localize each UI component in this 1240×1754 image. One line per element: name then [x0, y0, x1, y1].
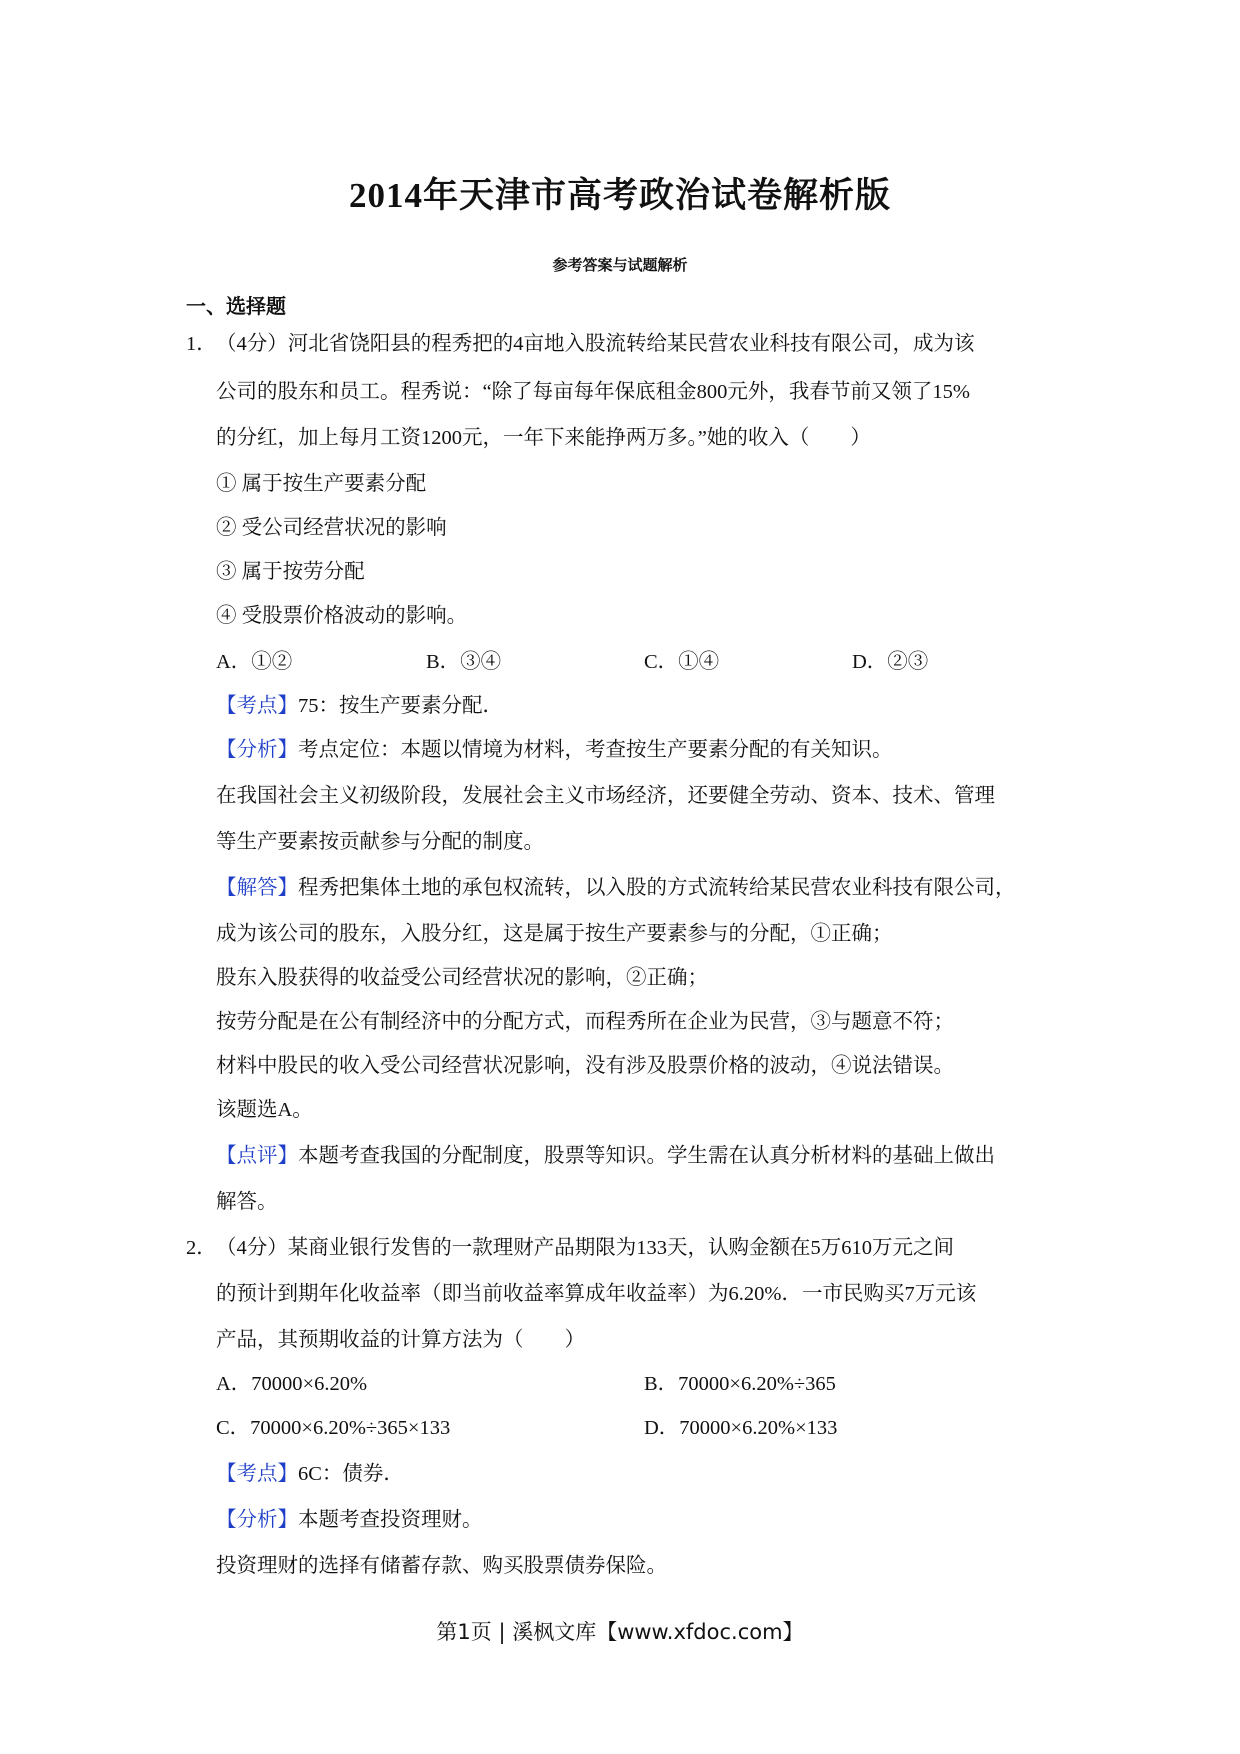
q1-dianping-line-2: 解答。 [216, 1191, 278, 1213]
q1-fenxi-tag: 【分析】 [216, 739, 298, 761]
q1-option-d: D．②③ [852, 651, 929, 673]
q1-option-a: A．①② [216, 651, 293, 673]
q1-statement-1: ① 属于按生产要素分配 [216, 473, 427, 495]
q1-jieda-line-4: 按劳分配是在公有制经济中的分配方式，而程秀所在企业为民营，③与题意不符； [216, 1011, 954, 1033]
q1-kaodian-text: 75：按生产要素分配． [298, 695, 503, 717]
q2-stem-line-2: 的预计到期年化收益率（即当前收益率算成年收益率）为6.20%．一市民购买7万元该 [216, 1283, 977, 1305]
q2-kaodian-tag: 【考点】 [216, 1463, 298, 1485]
q1-jieda-line-6: 该题选A。 [216, 1099, 313, 1121]
q2-number: 2． [186, 1237, 217, 1259]
q1-jieda-line-2: 成为该公司的股东，入股分红，这是属于按生产要素参与的分配，①正确； [216, 923, 893, 945]
document-subtitle: 参考答案与试题解析 [552, 258, 688, 274]
q1-kaodian [216, 692, 503, 720]
q2-fenxi [216, 1506, 483, 1534]
q1-kaodian-tag: 【考点】 [216, 695, 298, 717]
q2-stem-line-3: 产品，其预期收益的计算方法为（ ） [216, 1329, 585, 1351]
q1-option-b: B．③④ [426, 651, 502, 673]
q1-option-c: C．①④ [644, 651, 720, 673]
section-heading: 一、选择题 [186, 296, 286, 318]
q1-stem-line-1 [186, 330, 975, 358]
q2-kaodian [216, 1460, 404, 1488]
q1-fenxi-line-3: 等生产要素按贡献参与分配的制度。 [216, 831, 544, 853]
document-title: 2014年天津市高考政治试卷解析版 [348, 176, 891, 215]
q2-option-c: C．70000×6.20%÷365×133 [216, 1417, 451, 1439]
q1-stem-line-3: 的分红，加上每月工资1200元，一年下来能挣两万多。”她的收入（ ） [216, 427, 871, 449]
q1-fenxi-line-2: 在我国社会主义初级阶段，发展社会主义市场经济，还要健全劳动、资本、技术、管理 [216, 785, 995, 807]
q2-fenxi-text-1: 本题考查投资理财。 [298, 1509, 483, 1531]
q1-fenxi-text-1: 考点定位：本题以情境为材料，考查按生产要素分配的有关知识。 [298, 739, 893, 761]
q1-statement-3: ③ 属于按劳分配 [216, 561, 365, 583]
q2-option-d: D．70000×6.20%×133 [644, 1417, 838, 1439]
q1-jieda-line-3: 股东入股获得的收益受公司经营状况的影响，②正确； [216, 967, 708, 989]
q1-statement-4: ④ 受股票价格波动的影响。 [216, 605, 468, 627]
q1-stem-line-2: 公司的股东和员工。程秀说：“除了每亩每年保底租金800元外，我春节前又领了15% [216, 381, 970, 403]
q2-kaodian-text: 6C：债券． [298, 1463, 404, 1485]
q1-jieda-line-5: 材料中股民的收入受公司经营状况影响，没有涉及股票价格的波动，④说法错误。 [216, 1055, 954, 1077]
q1-number: 1． [186, 333, 217, 355]
page-footer: 第1页 | 溪枫文库【www.xfdoc.com】 [436, 1620, 804, 1644]
q2-fenxi-line-2: 投资理财的选择有储蓄存款、购买股票债券保险。 [216, 1555, 667, 1577]
q1-jieda-tag: 【解答】 [216, 877, 298, 899]
q2-stem-text-1: （4分）某商业银行发售的一款理财产品期限为133天，认购金额在5万610万元之间 [216, 1237, 954, 1259]
q1-fenxi [216, 736, 893, 764]
q1-jieda-text-1: 程秀把集体土地的承包权流转，以入股的方式流转给某民营农业科技有限公司， [298, 877, 1016, 899]
q2-option-a: A．70000×6.20% [216, 1373, 368, 1395]
q2-stem-line-1 [186, 1234, 954, 1262]
q1-dianping-text-1: 本题考查我国的分配制度，股票等知识。学生需在认真分析材料的基础上做出 [298, 1145, 995, 1167]
q1-statement-2: ② 受公司经营状况的影响 [216, 517, 447, 539]
q2-fenxi-tag: 【分析】 [216, 1509, 298, 1531]
q1-dianping-tag: 【点评】 [216, 1145, 298, 1167]
q2-option-b: B．70000×6.20%÷365 [644, 1373, 836, 1395]
q1-jieda [216, 874, 1016, 902]
q1-dianping [216, 1142, 995, 1170]
q1-stem-text-1: （4分）河北省饶阳县的程秀把的4亩地入股流转给某民营农业科技有限公司，成为该 [216, 333, 975, 355]
